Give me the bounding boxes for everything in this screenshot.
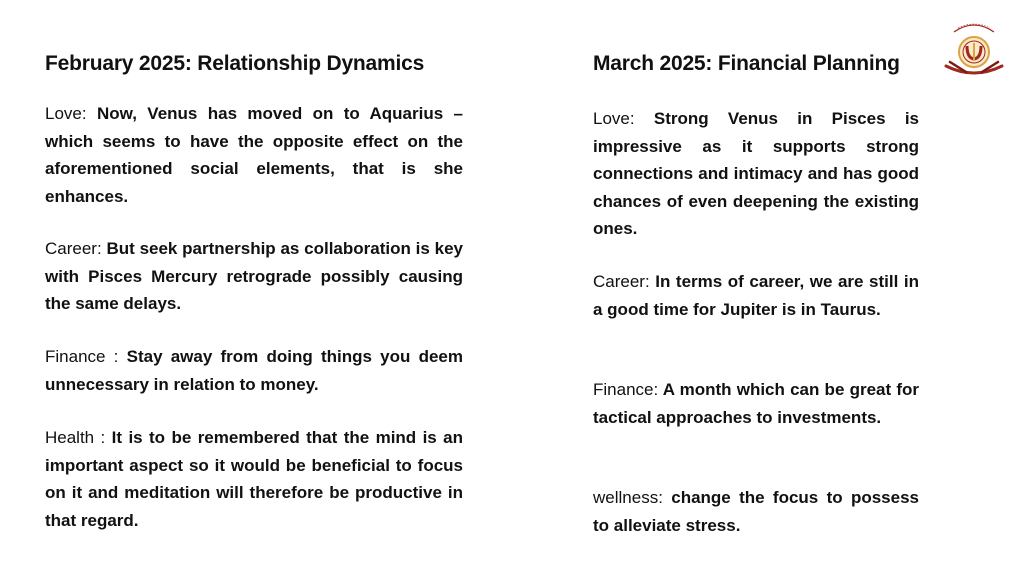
march-career-section bbox=[593, 268, 919, 323]
section-text: Stay away from doing things you deem unnecessary in relation to money. bbox=[45, 347, 463, 394]
section-label: Health : bbox=[45, 428, 106, 447]
section-label: Finance : bbox=[45, 347, 119, 366]
march-wellness-section bbox=[593, 484, 919, 539]
section-label: Love: bbox=[593, 109, 635, 128]
section-text: change the focus to possess to alleviate stress. bbox=[593, 488, 919, 535]
section-label: Career: bbox=[593, 272, 650, 291]
section-label: Career: bbox=[45, 239, 102, 258]
section-text: But seek partnership as collaboration is key with Pisces Mercury retrograde possibly causing the same delays. bbox=[45, 239, 463, 313]
astrology-logo-icon bbox=[940, 16, 1008, 80]
section-label: wellness: bbox=[593, 488, 663, 507]
section-text: It is to be remembered that the mind is an important aspect so it would be beneficial to focus on it and meditation will therefore be productive in that regard. bbox=[45, 428, 463, 530]
february-finance-section bbox=[45, 343, 463, 398]
section-label: Finance: bbox=[593, 380, 659, 399]
february-health-section bbox=[45, 424, 463, 534]
section-text: Now, Venus has moved on to Aquarius – which seems to have the opposite effect on the aforementioned social elements, that is she enhances. bbox=[45, 104, 463, 206]
section-text: In terms of career, we are still in a good time for Jupiter is in Taurus. bbox=[593, 272, 919, 319]
section-label: Love: bbox=[45, 104, 87, 123]
march-finance-section bbox=[593, 376, 919, 431]
february-career-section bbox=[45, 235, 463, 318]
february-love-section bbox=[45, 100, 463, 210]
march-love-section bbox=[593, 105, 919, 243]
february-heading: February 2025: Relationship Dynamics bbox=[45, 52, 425, 75]
march-heading: March 2025: Financial Planning bbox=[593, 52, 900, 75]
section-text: A month which can be great for tactical approaches to investments. bbox=[593, 380, 919, 427]
section-text: Strong Venus in Pisces is impressive as it supports strong connections and intimacy and has good chances of even deepening the existing ones. bbox=[593, 109, 919, 238]
